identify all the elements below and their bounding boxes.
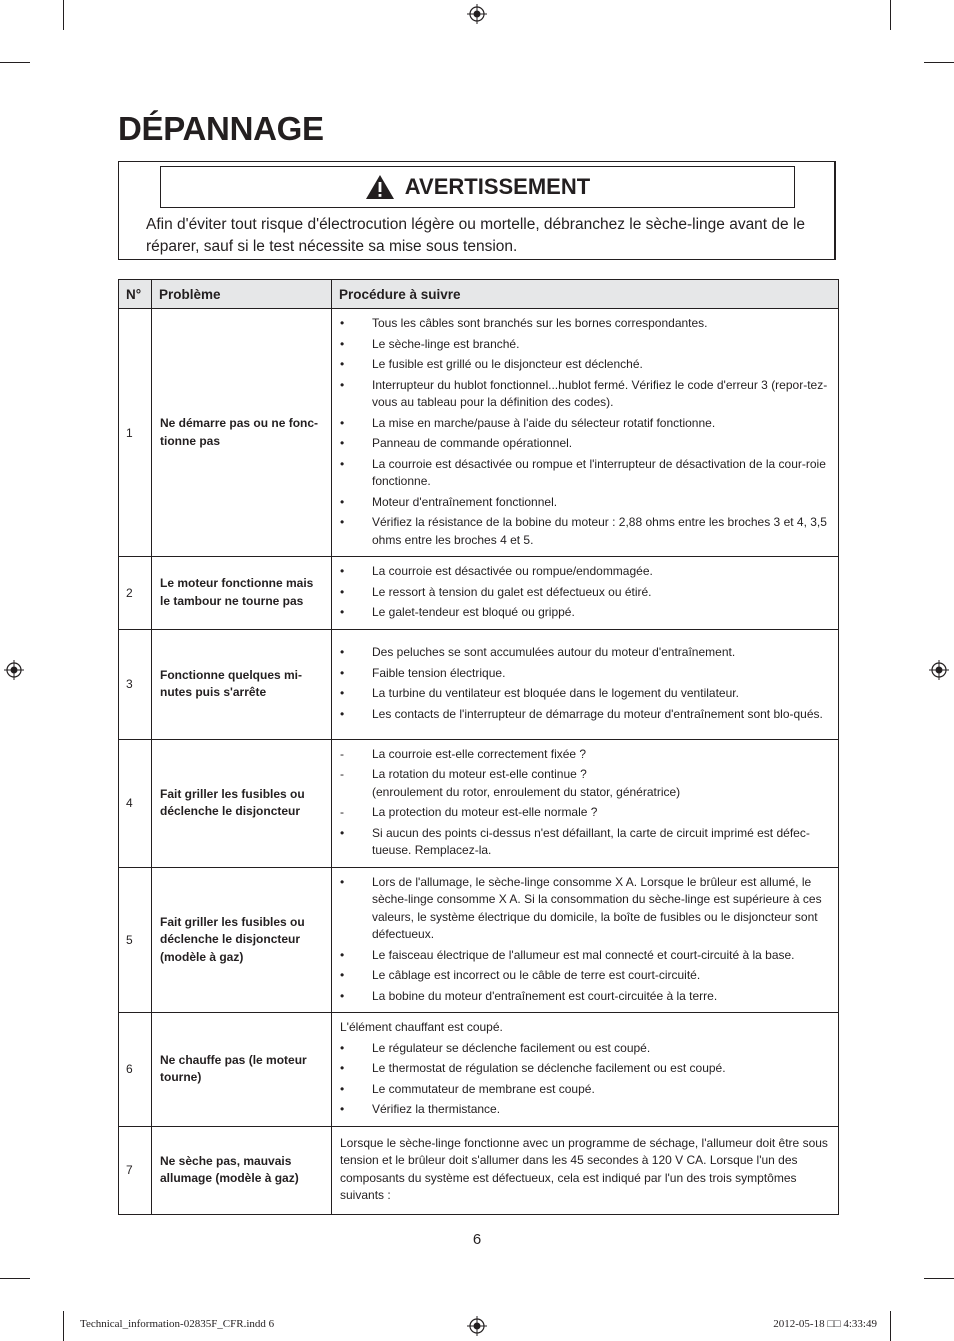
crop-mark [924,1278,954,1279]
list-item-text: Vérifiez la thermistance. [372,1102,501,1116]
list-item-text: Vérifiez la résistance de la bobine du moteur : 2,88 ohms entre les broches 3 et 4, 3,5 ohms entre les broches 4 et 5. [372,515,827,547]
list-item [340,415,830,433]
bullet-marker: • [340,564,345,578]
list-item [340,874,830,944]
list-item [340,804,830,822]
registration-mark-icon [929,660,949,680]
bullet-marker: • [340,1081,345,1096]
row-procedure [332,867,839,1013]
list-item-text: La protection du moteur est-elle normale ? [372,805,598,819]
crop-mark [890,1311,891,1341]
table-header-row [119,280,839,309]
list-item-text: Le câblage est incorrect ou le câble de terre est court-circuité. [372,968,701,982]
list-item [340,1081,830,1099]
troubleshooting-table [118,279,839,1215]
procedure-paragraph: Lorsque le sèche-linge fonctionne avec un programme de séchage, l'allumeur doit être sous tension et le brûleur doit s'allumer dans les 45 secondes à 120 V CA. Lorsque l'un des composants du système est défectueux, cela est indiqué par l'un des trois symptômes suivants : [340,1135,828,1202]
list-item [340,563,830,581]
bullet-marker: • [340,494,345,509]
bullet-marker: • [340,686,345,700]
list-item-text: Interrupteur du hublot fonctionnel...hublot fermé. Vérifiez le code d'erreur 3 (repor-tez-vous au tableau pour la définition des codes). [372,377,828,409]
table-row [119,867,839,1013]
warning-heading: AVERTISSEMENT [404,174,591,199]
list-item [340,356,830,374]
bullet-marker: • [340,1061,345,1075]
list-item [340,604,830,622]
bullet-marker: • [340,947,345,962]
registration-mark-icon [4,660,24,680]
bullet-marker: • [340,706,345,721]
row-number: 3 [119,629,152,739]
list-item [340,706,830,724]
row-procedure [332,629,839,739]
warning-header [160,166,795,208]
list-item [340,766,830,801]
list-item [340,315,830,333]
row-problem: Ne chauffe pas (le moteur tourne) [152,1013,332,1127]
list-item [340,1040,830,1058]
list-item [340,967,830,985]
bullet-marker: • [340,336,345,351]
row-number: 2 [119,557,152,630]
list-item-text-continued: (enroulement du rotor, enroulement du stator, génératrice) [372,784,681,799]
list-item [340,514,830,549]
list-item-text: Le ressort à tension du galet est défectueux ou étiré. [372,584,652,599]
bullet-marker: • [340,515,345,529]
list-item-text: Le commutateur de membrane est coupé. [372,1081,595,1096]
list-item-text: La courroie est-elle correctement fixée ? [372,746,587,761]
list-item-text: Des peluches se sont accumulées autour du moteur d'entraînement. [372,645,736,659]
row-problem: Le moteur fonctionne mais le tambour ne tourne pas [152,557,332,630]
list-item [340,665,830,683]
list-item [340,584,830,602]
table-row [119,1013,839,1127]
bullet-marker: - [340,746,344,761]
row-problem: Ne démarre pas ou ne fonc-tionne pas [152,309,332,557]
list-item-text: Faible tension électrique. [372,665,506,680]
procedure-list [340,644,830,723]
registration-mark-icon [467,4,487,24]
list-item [340,377,830,412]
list-item-text: Si aucun des points ci-dessus n'est défaillant, la carte de circuit imprimé est défec-tueuse. Remplacez-la. [372,825,810,857]
row-procedure [332,309,839,557]
list-item-text: Panneau de commande opérationnel. [372,436,573,450]
header-procedure: Procédure à suivre [332,280,839,309]
list-item-text: La rotation du moteur est-elle continue ? [372,767,587,781]
list-item-text: Le régulateur se déclenche facilement ou est coupé. [372,1040,651,1055]
procedure-list [340,874,830,1006]
bullet-marker: - [340,767,344,781]
row-procedure [332,1126,839,1214]
row-number: 1 [119,309,152,557]
crop-mark [890,0,891,30]
list-item-text: La courroie est désactivée ou rompue/endommagée. [372,564,653,578]
list-item-text: Le sèche-linge est branché. [372,336,520,351]
bullet-marker: • [340,988,345,1003]
list-item [340,746,830,764]
bullet-marker: • [340,825,345,840]
list-item-text: Lors de l'allumage, le sèche-linge consomme X A. Lorsque le brûleur est allumé, le sèche-linge consomme X A. Si la consommation du sèche-linge est supérieure à ces valeurs, le système électrique du domicile, la boîte de fusibles ou le disjoncteur sont défectueux. [372,874,822,941]
bullet-marker: • [340,456,345,471]
warning-triangle-icon [365,174,395,200]
list-item [340,435,830,453]
list-item-text: La turbine du ventilateur est bloquée dans le logement du ventilateur. [372,686,739,700]
bullet-marker: • [340,377,345,392]
bullet-marker: • [340,316,345,330]
list-item-text: Le faisceau électrique de l'allumeur est mal connecté et court-circuité à la base. [372,947,795,962]
bullet-marker: • [340,665,345,680]
list-item [340,825,830,860]
crop-mark [0,1278,30,1279]
table-row [119,309,839,557]
list-item-text: La mise en marche/pause à l'aide du sélecteur rotatif fonctionne. [372,415,716,430]
row-problem: Ne sèche pas, mauvais allumage (modèle à gaz) [152,1126,332,1214]
row-number: 4 [119,739,152,867]
bullet-marker: • [340,968,345,982]
warning-box [118,161,836,260]
table-row [119,557,839,630]
crop-mark [63,1311,64,1341]
list-item-text: La courroie est désactivée ou rompue et l'interrupteur de désactivation de la cour-roie fonctionne. [372,456,826,488]
footer-timestamp: 2012-05-18 □□ 4:33:49 [773,1318,877,1330]
list-item-text: Le thermostat de régulation se déclenche facilement ou est coupé. [372,1061,726,1075]
warning-text: Afin d'éviter tout risque d'électrocution légère ou mortelle, débranchez le sèche-linge avant de le réparer, sauf si le test nécessite sa mise sous tension. [146,216,806,255]
list-item [340,644,830,662]
procedure-list [340,746,830,860]
list-item [340,947,830,965]
registration-mark-icon [467,1316,487,1336]
header-num: N° [119,280,152,309]
list-item-text: Le fusible est grillé ou le disjoncteur est déclenché. [372,357,643,371]
list-item [340,1060,830,1078]
bullet-marker: • [340,357,345,371]
list-item [340,456,830,491]
bullet-marker: • [340,1102,345,1116]
list-item [340,1101,830,1119]
bullet-marker: • [340,415,345,430]
bullet-marker: • [340,436,345,450]
list-item-text: La bobine du moteur d'entraînement est court-circuitée à la terre. [372,988,718,1003]
bullet-marker: • [340,1040,345,1055]
bullet-marker: • [340,605,345,619]
bullet-marker: • [340,584,345,599]
table-row [119,739,839,867]
bullet-marker: - [340,805,344,819]
list-item-text: Le galet-tendeur est bloqué ou grippé. [372,605,575,619]
list-item [340,494,830,512]
procedure-list [340,315,830,549]
procedure-list [340,563,830,622]
table-row [119,629,839,739]
procedure-intro: L'élément chauffant est coupé. [340,1020,503,1034]
list-item [340,988,830,1006]
list-item-text: Tous les câbles sont branchés sur les bornes correspondantes. [372,316,708,330]
row-problem: Fonctionne quelques mi-nutes puis s'arrête [152,629,332,739]
list-item-text: Les contacts de l'interrupteur de démarrage du moteur d'entraînement sont blo-qués. [372,706,823,721]
crop-mark [63,0,64,30]
row-problem: Fait griller les fusibles ou déclenche le disjoncteur (modèle à gaz) [152,867,332,1013]
row-number: 6 [119,1013,152,1127]
row-procedure [332,739,839,867]
table-row [119,1126,839,1214]
page-title: DÉPANNAGE [118,110,324,147]
row-procedure [332,557,839,630]
row-number: 5 [119,867,152,1013]
row-number: 7 [119,1126,152,1214]
bullet-marker: • [340,645,345,659]
crop-mark [924,62,954,63]
list-item-text: Moteur d'entraînement fonctionnel. [372,494,558,509]
procedure-list [340,1040,830,1119]
row-problem: Fait griller les fusibles ou déclenche le disjoncteur [152,739,332,867]
list-item [340,685,830,703]
header-problem: Problème [152,280,332,309]
page-number: 6 [472,1231,482,1248]
bullet-marker: • [340,874,345,889]
crop-mark [0,62,30,63]
row-procedure [332,1013,839,1127]
footer-filename: Technical_information-02835F_CFR.indd 6 [80,1318,275,1330]
list-item [340,336,830,354]
